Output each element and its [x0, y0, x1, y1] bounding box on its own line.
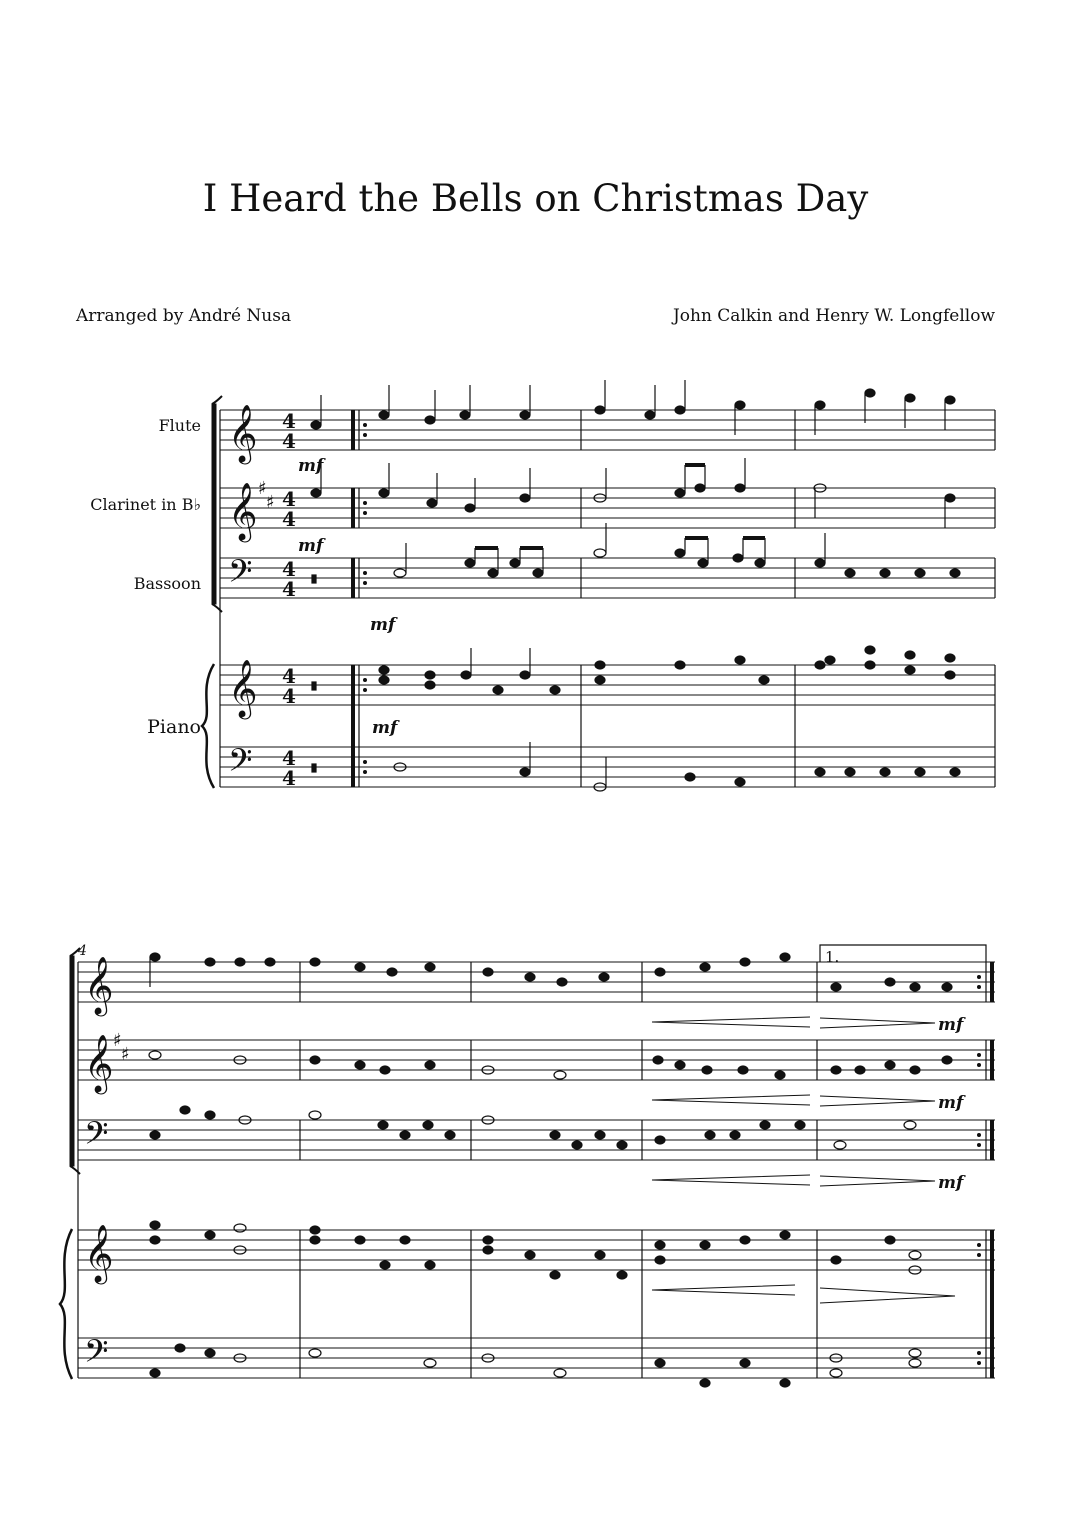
dynamic-flute: mf	[298, 456, 324, 476]
brackets-system-1	[202, 396, 222, 788]
svg-text:𝄢: 𝄢	[84, 1333, 109, 1377]
svg-text:𝄞: 𝄞	[84, 956, 114, 1014]
svg-text:4: 4	[282, 577, 296, 601]
brackets-system-2	[60, 948, 80, 1379]
svg-text:4: 4	[282, 409, 296, 433]
svg-text:4: 4	[282, 766, 296, 790]
svg-text:4: 4	[282, 746, 296, 770]
svg-text:4: 4	[282, 557, 296, 581]
dynamic-flute-2: mf	[938, 1015, 964, 1035]
svg-text:𝄞: 𝄞	[228, 482, 258, 540]
svg-text:𝄞: 𝄞	[84, 1034, 114, 1092]
dynamic-piano: mf	[372, 718, 398, 738]
label-piano: Piano	[147, 716, 201, 738]
time-signatures-system-1	[282, 409, 296, 790]
svg-text:4: 4	[282, 487, 296, 511]
label-flute: Flute	[158, 416, 201, 435]
staves-system-2	[78, 962, 995, 1378]
svg-text:𝄢: 𝄢	[228, 742, 253, 786]
svg-text:4: 4	[282, 664, 296, 688]
dynamic-clarinet: mf	[298, 536, 324, 556]
clefs-system-1	[228, 404, 258, 786]
svg-text:4: 4	[282, 507, 296, 531]
svg-text:4: 4	[282, 429, 296, 453]
svg-text:♯: ♯	[113, 1030, 122, 1051]
score-title: I Heard the Bells on Christmas Day	[202, 176, 869, 220]
label-bassoon: Bassoon	[133, 574, 201, 593]
repeat-dots-system-2	[977, 975, 981, 1365]
volta-label: 1.	[825, 948, 840, 966]
measure-number: 4	[78, 943, 87, 959]
composer-credit: John Calkin and Henry W. Longfellow	[672, 306, 995, 326]
arranger-credit: Arranged by André Nusa	[76, 306, 292, 326]
dynamic-bassoon: mf	[370, 615, 396, 635]
svg-text:𝄞: 𝄞	[228, 404, 258, 462]
dynamic-bassoon-2: mf	[938, 1173, 964, 1193]
svg-text:♯: ♯	[266, 492, 275, 513]
barlines-system-2	[300, 962, 992, 1378]
label-clarinet: Clarinet in B♭	[90, 495, 201, 514]
svg-text:♯: ♯	[258, 478, 267, 499]
svg-text:𝄞: 𝄞	[84, 1224, 114, 1282]
svg-text:4: 4	[282, 684, 296, 708]
staves-system-1	[220, 410, 995, 787]
svg-text:𝄞: 𝄞	[228, 659, 258, 717]
notes-system-1	[311, 380, 960, 791]
dynamic-clarinet-2: mf	[938, 1093, 964, 1113]
clefs-system-2	[84, 956, 114, 1377]
svg-text:𝄢: 𝄢	[84, 1115, 109, 1159]
volta-bracket	[820, 945, 986, 962]
svg-text:𝄢: 𝄢	[228, 553, 253, 597]
svg-text:♯: ♯	[121, 1044, 130, 1065]
